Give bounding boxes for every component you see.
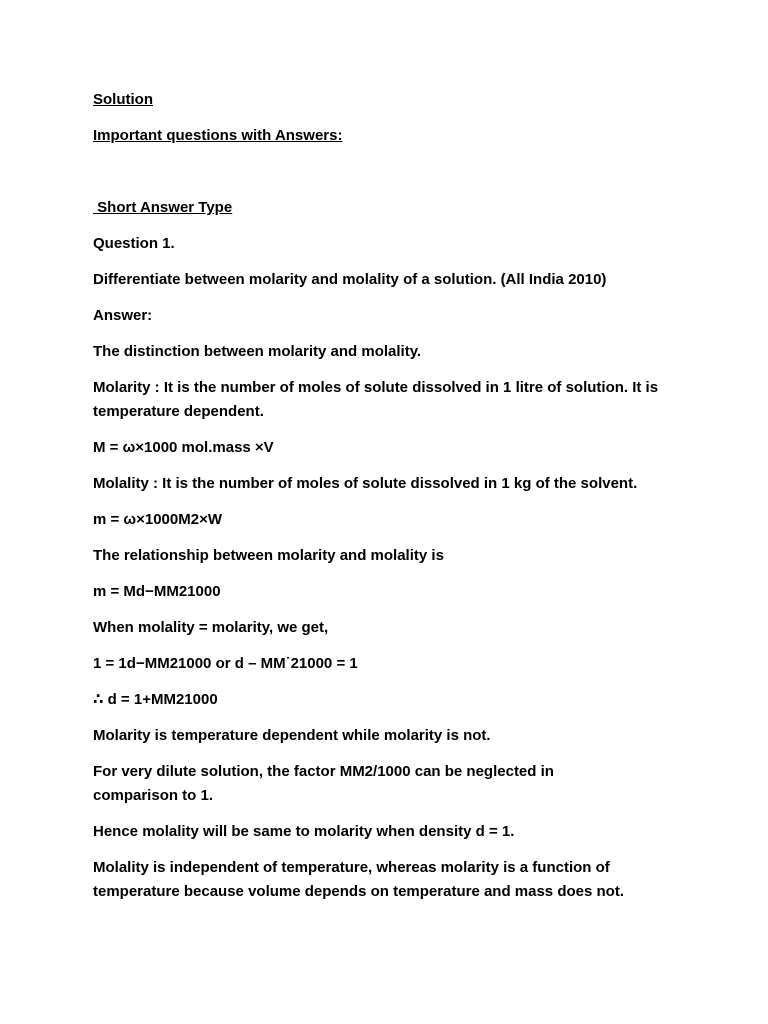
section-heading: Short Answer Type xyxy=(93,199,233,216)
question-text: Differentiate between molarity and molality of a solution. (All India 2010) xyxy=(93,271,607,288)
document-page xyxy=(93,88,693,904)
answer-line: Molarity is temperature dependent while molarity is not. xyxy=(93,727,491,744)
section-heading-line xyxy=(93,196,693,220)
answer-line: The relationship between molarity and molality is xyxy=(93,547,444,564)
answer-line: Molality : It is the number of moles of solute dissolved in 1 kg of the solvent. xyxy=(93,475,638,492)
answer-label: Answer: xyxy=(93,307,153,324)
formula-line: ∴ d = 1+MM21000 xyxy=(93,691,218,708)
answer-line: When molality = molarity, we get, xyxy=(93,619,329,636)
answer-line: The distinction between molarity and molality. xyxy=(93,343,422,360)
answer-line: For very dilute solution, the factor MM2/1000 can be neglected in comparison to 1. xyxy=(93,763,554,804)
doc-subtitle: Important questions with Answers: xyxy=(93,127,343,144)
formula-line: M = ω×1000 mol.mass ×V xyxy=(93,439,274,456)
answer-line: Molality is independent of temperature, whereas molarity is a function of temperature because volume depends on temperature and mass does not. xyxy=(93,859,624,900)
formula-line: m = Md−MM21000 xyxy=(93,583,221,600)
doc-title-line xyxy=(93,88,693,112)
formula-line: m = ω×1000M2×W xyxy=(93,511,222,528)
answer-line: Molarity : It is the number of moles of solute dissolved in 1 litre of solution. It is temperature dependent. xyxy=(93,379,659,420)
answer-line: Hence molality will be same to molarity when density d = 1. xyxy=(93,823,515,840)
doc-title: Solution xyxy=(93,91,153,108)
doc-subtitle-line xyxy=(93,124,693,148)
question-label: Question 1. xyxy=(93,235,175,252)
formula-line: 1 = 1d−MM21000 or d – MM˙21000 = 1 xyxy=(93,655,358,672)
